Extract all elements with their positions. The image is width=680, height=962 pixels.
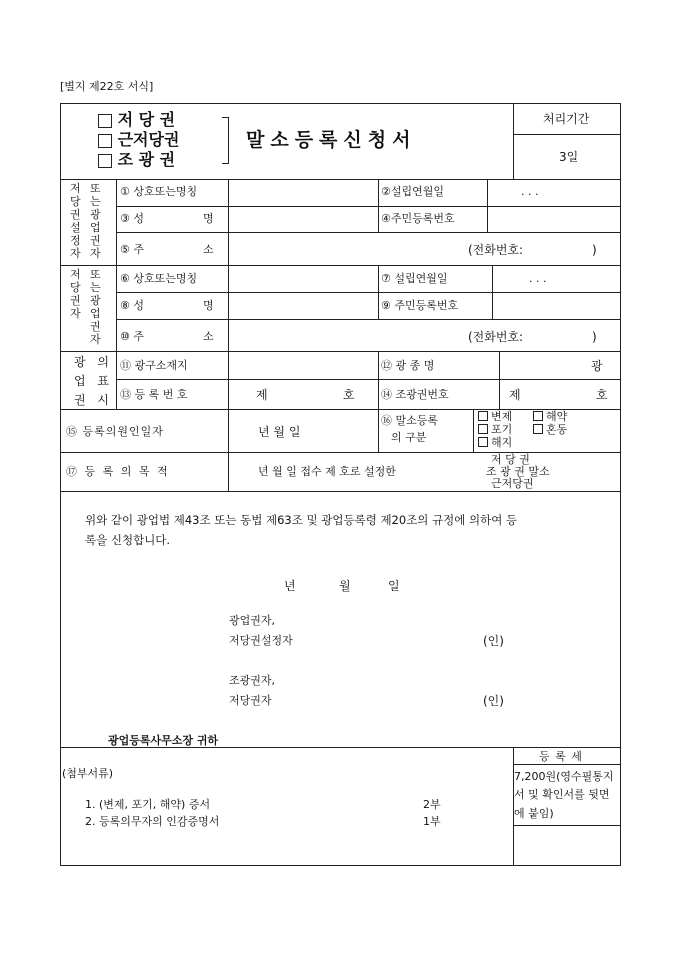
option-repayment[interactable]: 변제	[478, 411, 512, 422]
checkbox-option-mortgage[interactable]: 저 당 권	[98, 112, 175, 128]
purpose-text[interactable]: 년 월 일 접수 제 호로 설정한	[258, 465, 396, 478]
cause-date-label: ⑮ 등록의원인일자	[66, 425, 164, 438]
option-merger[interactable]: 혼동	[533, 424, 567, 435]
fee-line-1: 7,200원(영수필통지	[514, 770, 614, 783]
fee-line-2: 서 및 확인서를 뒷면	[514, 788, 610, 801]
date-year[interactable]: 년	[284, 579, 296, 593]
signer2-line-1: 조광권자,	[229, 674, 276, 687]
mortgagor-side-label: 저당권자 또는광업권자	[70, 268, 101, 346]
form-number-label: [별지 제22호 서식]	[60, 80, 154, 93]
checkbox-option-lease[interactable]: 조 광 권	[98, 152, 175, 168]
checkbox-icon[interactable]	[98, 134, 112, 148]
cancel-type-label-1: ⑯ 말소등록	[381, 414, 439, 427]
registration-number-suffix: 호	[343, 388, 355, 402]
checkbox-icon[interactable]	[478, 437, 488, 447]
date-month[interactable]: 월	[339, 579, 351, 593]
attachments-title: (첨부서류)	[62, 767, 114, 780]
mortgagor-person-label-b: 명	[203, 299, 214, 312]
signer1-line-1: 광업권자,	[229, 614, 276, 627]
mortgagee-phone-label: (전화번호:	[468, 243, 524, 257]
mining-side-label-3: 권 시	[74, 393, 113, 407]
mortgagee-founding-label: ②설립연월일	[381, 185, 444, 198]
mortgagor-address-label: ⑩ 주	[120, 330, 144, 343]
page-title: 말소등록신청서	[246, 129, 417, 151]
signer2-seal[interactable]: (인)	[483, 694, 504, 708]
option-waiver[interactable]: 포기	[478, 424, 512, 435]
signer1-line-2: 저당권설정자	[229, 634, 293, 647]
mortgagor-address-label-b: 소	[203, 330, 214, 343]
attachment-item-2-count: 1부	[423, 815, 441, 828]
mining-side-label-2: 업 표	[74, 374, 113, 388]
date-day[interactable]: 일	[388, 579, 400, 593]
lease-number-suffix: 호	[596, 388, 608, 402]
mineral-unit: 광	[591, 359, 603, 373]
mortgagee-address-label-b: 소	[203, 243, 214, 256]
registration-number-prefix: 제	[256, 388, 268, 402]
mortgagee-side-label: 저당권설정자 또는광업권자	[70, 182, 101, 260]
mineral-name-label: ⑫ 광 종 명	[381, 359, 435, 372]
attachment-item-1: 1. (변제, 포기, 해약) 증서	[85, 798, 211, 811]
mining-side-label-1: 광 의	[74, 355, 113, 369]
mortgagor-person-label: ⑧ 성	[120, 299, 144, 312]
mortgagee-founding-value[interactable]: . . .	[521, 185, 539, 198]
attachment-item-2: 2. 등록의무자의 인감증명서	[85, 815, 220, 828]
checkbox-icon[interactable]	[478, 411, 488, 421]
fee-title: 등 록 세	[539, 750, 583, 763]
statement-line-1: 위와 같이 광업법 제43조 또는 동법 제63조 및 광업등록령 제20조의 규정에 의하여 등	[85, 513, 518, 527]
option-termination[interactable]: 해지	[478, 437, 512, 448]
signer1-seal[interactable]: (인)	[483, 634, 504, 648]
mortgagor-name-label: ⑥ 상호또는명칭	[120, 272, 198, 285]
mortgagee-phone-close: )	[592, 243, 597, 257]
frame-top	[60, 103, 621, 104]
purpose-right-mid: 조 광 권 말소	[486, 465, 550, 478]
statement-line-2: 록을 신청합니다.	[85, 533, 171, 547]
purpose-right-top: 저 당 권	[491, 453, 530, 466]
option-bracket	[222, 117, 229, 164]
checkbox-icon[interactable]	[533, 411, 543, 421]
mortgagor-phone-close: )	[592, 330, 597, 344]
mortgagor-phone-label: (전화번호:	[468, 330, 524, 344]
fee-line-3: 에 붙임)	[514, 807, 554, 820]
purpose-label: ⑰ 등 록 의 목 적	[66, 465, 170, 478]
mortgagee-person-label-b: 명	[203, 212, 214, 225]
mortgagor-founding-label: ⑦ 설립연월일	[381, 272, 448, 285]
mortgagor-regno-label: ⑨ 주민등록번호	[381, 299, 459, 312]
processing-period-value: 3일	[559, 150, 579, 164]
frame-right	[620, 103, 621, 866]
attachment-item-1-count: 2부	[423, 798, 441, 811]
mortgagor-founding-value[interactable]: . . .	[529, 272, 547, 285]
option-cancellation[interactable]: 해약	[533, 411, 567, 422]
mortgagee-regno-label: ④주민등록번호	[381, 212, 455, 225]
lease-number-label: ⑭ 조광권번호	[381, 388, 449, 401]
checkbox-icon[interactable]	[533, 424, 543, 434]
checkbox-icon[interactable]	[478, 424, 488, 434]
cancel-type-label-2: 의 구분	[391, 431, 427, 444]
addressee: 광업등록사무소장 귀하	[108, 734, 219, 747]
processing-period-label: 처리기간	[543, 112, 590, 126]
registration-number-label: ⑬ 등 록 번 호	[120, 388, 188, 401]
lease-number-prefix: 제	[509, 388, 521, 402]
cause-date-value[interactable]: 년 월 일	[258, 425, 301, 439]
checkbox-icon[interactable]	[98, 154, 112, 168]
checkbox-icon[interactable]	[98, 114, 112, 128]
mortgagee-person-label: ③ 성	[120, 212, 144, 225]
mortgagee-name-label: ① 상호또는명칭	[120, 185, 198, 198]
purpose-right-bot: 근저당권	[491, 477, 534, 490]
mining-location-label: ⑪ 광구소재지	[120, 359, 188, 372]
mortgagee-address-label: ⑤ 주	[120, 243, 144, 256]
frame-bottom	[60, 865, 621, 866]
checkbox-option-root-mortgage[interactable]: 근저당권	[98, 132, 179, 148]
signer2-line-2: 저당권자	[229, 694, 272, 707]
